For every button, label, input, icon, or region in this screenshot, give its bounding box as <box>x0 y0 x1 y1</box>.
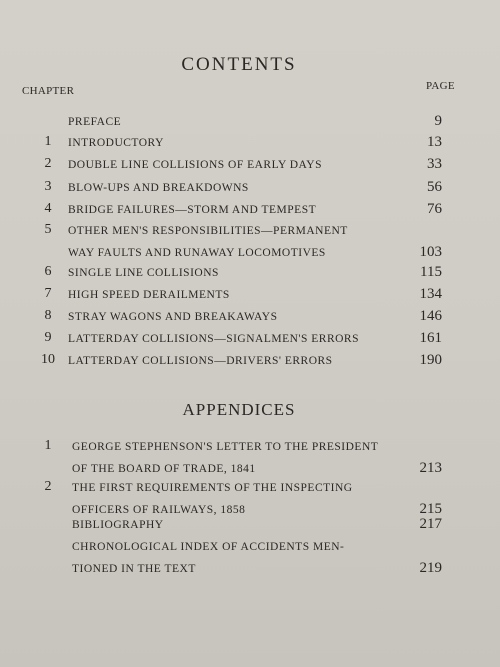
chapter-number: 1 <box>44 134 52 149</box>
page-title: CONTENTS <box>181 54 297 75</box>
chapter-page-number: 13 <box>427 134 442 150</box>
appendix-page-number: 213 <box>419 460 442 476</box>
chapter-title <box>68 350 333 372</box>
chapter-page-number: 134 <box>419 286 442 302</box>
chapter-number: 5 <box>44 222 52 237</box>
appendix-title-line: GEORGE STEPHENSON'S LETTER TO THE PRESIDENT <box>72 441 379 453</box>
chapter-page-number: 146 <box>419 308 442 324</box>
chapter-column-header: CHAPTER <box>22 85 75 97</box>
chapter-title <box>68 177 249 199</box>
appendix-title-line: CHRONOLOGICAL INDEX OF ACCIDENTS MEN- <box>72 541 345 553</box>
chapter-number: 9 <box>44 330 52 345</box>
chapter-title <box>68 306 278 328</box>
chapter-number: 7 <box>44 286 52 301</box>
chapter-title <box>68 154 322 176</box>
chapter-title <box>68 328 359 350</box>
appendix-number: 2 <box>44 479 52 494</box>
chapter-page-number: 56 <box>427 179 442 195</box>
appendix-title-line: BIBLIOGRAPHY <box>72 519 164 531</box>
chapter-page-number: 190 <box>419 352 442 368</box>
chapter-title-line: LATTERDAY COLLISIONS—SIGNALMEN'S ERRORS <box>68 333 359 345</box>
appendix-title-line: OFFICERS OF RAILWAYS, 1858 <box>72 504 246 516</box>
chapter-title-line: BLOW-UPS AND BREAKDOWNS <box>68 182 249 194</box>
chapter-title-line: SINGLE LINE COLLISIONS <box>68 267 219 279</box>
chapter-title <box>68 111 121 133</box>
appendix-page-number: 215 <box>419 501 442 517</box>
chapter-number: 3 <box>44 179 52 194</box>
chapter-number: 4 <box>44 201 52 216</box>
appendix-number: 1 <box>44 438 52 453</box>
appendix-title <box>72 514 164 536</box>
appendix-page-number: 219 <box>419 560 442 576</box>
chapter-page-number: 9 <box>434 113 442 129</box>
chapter-number: 10 <box>41 352 55 367</box>
chapter-page-number: 76 <box>427 201 442 217</box>
chapter-title-line: LATTERDAY COLLISIONS—DRIVERS' ERRORS <box>68 355 333 367</box>
chapter-title <box>68 199 316 221</box>
appendix-page-number: 217 <box>419 516 442 532</box>
appendix-title-line: TIONED IN THE TEXT <box>72 563 196 575</box>
chapter-title <box>68 284 230 306</box>
chapter-title <box>68 132 164 154</box>
chapter-title-line: OTHER MEN'S RESPONSIBILITIES—PERMANENT <box>68 225 348 237</box>
chapter-title-line: DOUBLE LINE COLLISIONS OF EARLY DAYS <box>68 159 322 171</box>
chapter-title-line: HIGH SPEED DERAILMENTS <box>68 289 230 301</box>
chapter-title-line: PREFACE <box>68 116 122 128</box>
chapter-title-line: BRIDGE FAILURES—STORM AND TEMPEST <box>68 204 317 216</box>
chapter-title-line: WAY FAULTS AND RUNAWAY LOCOMOTIVES <box>68 247 326 259</box>
appendix-title <box>72 436 378 480</box>
appendix-title <box>72 536 344 580</box>
chapter-title <box>68 220 348 264</box>
chapter-number: 8 <box>44 308 52 323</box>
chapter-page-number: 103 <box>419 244 442 260</box>
chapter-page-number: 33 <box>427 156 442 172</box>
chapter-page-number: 115 <box>420 264 442 280</box>
chapter-title-line: INTRODUCTORY <box>68 137 164 149</box>
appendices-title: APPENDICES <box>182 400 296 419</box>
page-column-header: PAGE <box>426 80 455 92</box>
chapter-title-line: STRAY WAGONS AND BREAKAWAYS <box>68 311 278 323</box>
chapter-number: 6 <box>44 264 52 279</box>
appendix-title-line: THE FIRST REQUIREMENTS OF THE INSPECTING <box>72 482 353 494</box>
chapter-page-number: 161 <box>419 330 442 346</box>
chapter-number: 2 <box>44 156 52 171</box>
appendix-title-line: OF THE BOARD OF TRADE, 1841 <box>72 463 256 475</box>
chapter-title <box>68 262 219 284</box>
